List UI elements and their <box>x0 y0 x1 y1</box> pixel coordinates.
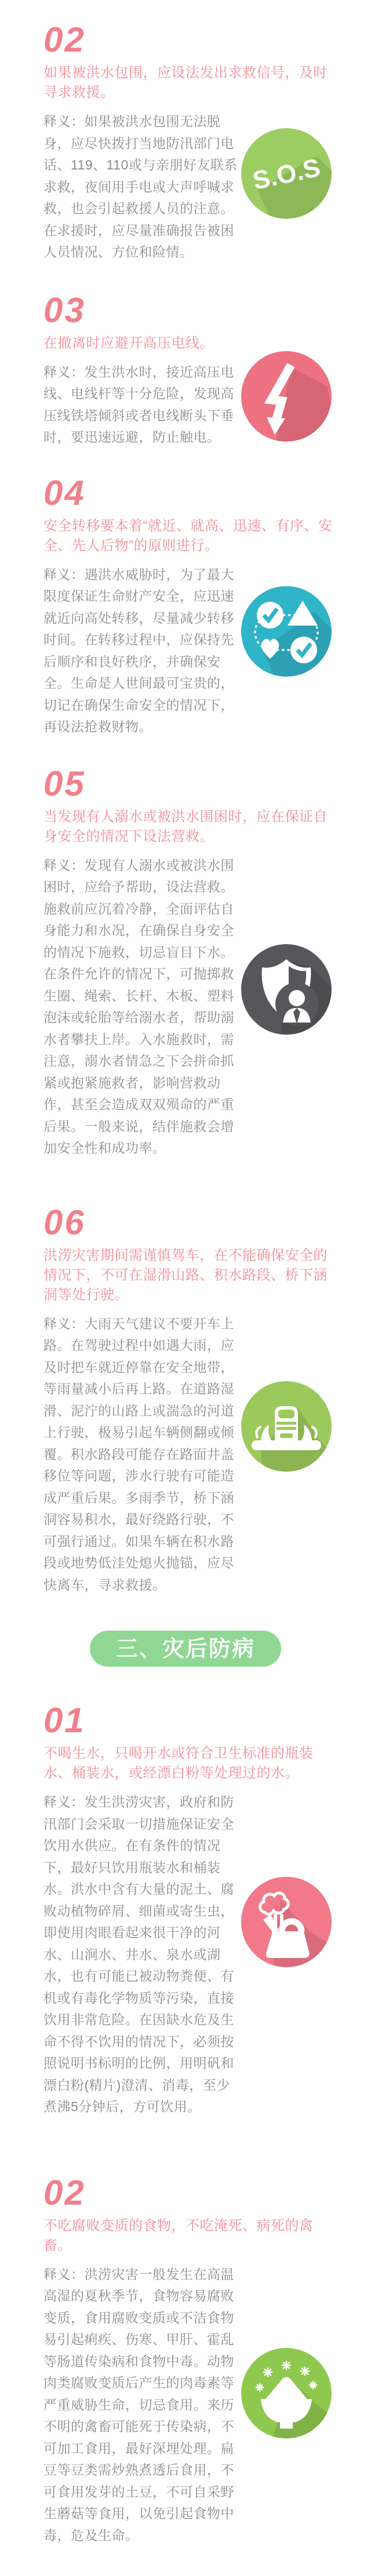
section-number: 01 <box>43 1701 86 1740</box>
section-rescue-drowning <box>0 766 371 1159</box>
section-body: 释义：发生洪水时，接近高压电线、电线杆等十分危险，发现高压线铁塔倾斜或者电线断头下垂时，要迅速远避，防止触电。 <box>43 364 234 445</box>
section-body-wrap <box>43 855 371 1159</box>
section-title: 不吃腐败变质的食物，不吃淹死、病死的禽畜。 <box>43 2217 314 2253</box>
section-body: 释义：大雨天气建议不要开车上路。在驾驶过程中如遇大雨，应及时把车就近停靠在安全地带，等雨量减小后再上路。在道路湿滑、泥泞的山路上或湍急的河道上行驶，极易引起车辆侧翻或倾覆。积水路段可能存在路面井盖移位等问题，涉水行驶有可能造成严重后果。多雨季节，桥下涵洞容易积水，最好绕路行驶，不可强行通过。如果车辆在积水路段或地势低洼处熄火抛锚，应尽快离车，寻求救援。 <box>43 1316 234 1592</box>
high-voltage-icon <box>240 350 333 443</box>
kettle-icon <box>240 1876 333 1968</box>
section-avoid-power-lines <box>0 292 371 449</box>
section-body-wrap <box>43 2264 371 2547</box>
section-no-spoiled-food <box>0 2175 371 2547</box>
section-number: 06 <box>43 1202 86 1242</box>
section-title: 洪涝灾害期间需谨慎驾车，在不能确保安全的情况下，不可在湿滑山路、积水路段、桥下涵洞等处行驶。 <box>43 1247 328 1303</box>
section-body: 释义：如果被洪水包围无法脱身，应尽快拨打当地防汛部门电话、119、110或与亲朋好友联系求救，夜间用手电或大声呼喊求救，也会引起救援人员的注意。在求援时，应尽量准确报告被困人员情况、方位和险情。 <box>43 114 238 259</box>
chapter-banner: 三、灾后防病 <box>90 1631 281 1667</box>
section-body-wrap <box>43 1313 371 1596</box>
section-body-wrap <box>43 564 371 738</box>
section-body-wrap <box>43 111 371 263</box>
section-body: 释义：遇洪水威胁时，为了最大限度保证生命财产安全，应迅速就近向高处转移，尽量减少转移时间。在转移过程中，应保持先后顺序和良好秩序，并确保安全。生命是人世间最可宝贵的，切记在确保生命安全的情况下，再设法抢救财物。 <box>43 566 234 734</box>
section-number: 04 <box>43 473 86 512</box>
section-body: 释义：发生洪涝灾害，政府和防汛部门会采取一切措施保证安全饮用水供应。在有条件的情况下，最好只饮用瓶装水和桶装水。洪水中含有大量的泥土、腐败动植物碎屑、细菌或寄生虫，即使用肉眼看起来很干净的河水、山涧水、井水、泉水或湖水，也有可能已被动物粪便、有机或有毒化学物质等污染，直接饮用非常危险。在因缺水危及生命不得不饮用的情况下，必须按照说明书标明的比例，用明矾和漂白粉(精片)澄清、消毒，至少煮沸5分钟后，方可饮用。 <box>43 1794 234 2114</box>
svg-text:S.O.S: S.O.S <box>250 153 323 196</box>
section-body: 释义：洪涝灾害一般发生在高温高湿的夏秋季节，食物容易腐败变质，食用腐败变质或不洁食物易引起痢疾、伤寒、甲肝、霍乱等肠道传染病和食物中毒。动物肉类腐败变质后产生的肉毒素等严重威胁生命，切忌食用。来历不明的禽畜可能死于传染病，不可加工食用，最好深埋处理。扁豆等豆类需炒熟煮透后食用，不可食用发芽的土豆，不可自采野生蘑菇等食用，以免引起食物中毒，危及生命。 <box>43 2266 234 2543</box>
section-number: 02 <box>43 20 86 59</box>
flood-safety-infographic <box>0 22 371 2546</box>
section-title: 如果被洪水包围，应设法发出求救信号，及时寻求救援。 <box>43 65 328 100</box>
car-flood-icon <box>240 1380 333 1473</box>
rice-bowl-icon <box>240 2347 333 2440</box>
checklist-icon <box>240 585 333 678</box>
section-careful-driving <box>0 1202 371 1596</box>
section-safe-drinking-water <box>0 1703 371 2118</box>
sos-icon <box>240 127 333 220</box>
section-safe-transfer <box>0 475 371 738</box>
section-number: 03 <box>43 290 86 330</box>
section-title: 安全转移要本着“就近、就高、迅速、有序、安全、先人后物”的原则进行。 <box>43 518 333 554</box>
section-self-rescue-signal <box>0 22 371 263</box>
section-title: 不喝生水，只喝开水或符合卫生标准的瓶装水、桶装水，或经漂白粉等处理过的水。 <box>43 1746 314 1781</box>
section-body-wrap <box>43 362 371 449</box>
section-body-wrap <box>43 1791 371 2118</box>
section-title: 当发现有人溺水或被洪水围困时，应在保证自身安全的情况下设法营救。 <box>43 808 328 844</box>
section-number: 05 <box>43 764 86 803</box>
section-title: 在撤离时应避开高压电线。 <box>43 335 214 351</box>
section-number: 02 <box>43 2173 86 2212</box>
section-body: 释义：发现有人溺水或被洪水围困时，应给予帮助，设法营救。施救前应沉着冷静，全面评估自身能力和水况，在确保自身安全的情况下施救，切忌盲目下水。在条件允许的情况下，可抛掷救生圈、绳索、长杆、木板、塑料泡沫或轮胎等给溺水者，帮助溺水者攀扶上岸。入水施救时，需注意，溺水者情急之下会拼命抓紧或抱紧施救者，影响营救动作，甚至会造成双双殒命的严重后果。一般来说，结伴施救会增加安全性和成功率。 <box>43 857 234 1155</box>
shield-person-icon <box>240 943 333 1036</box>
